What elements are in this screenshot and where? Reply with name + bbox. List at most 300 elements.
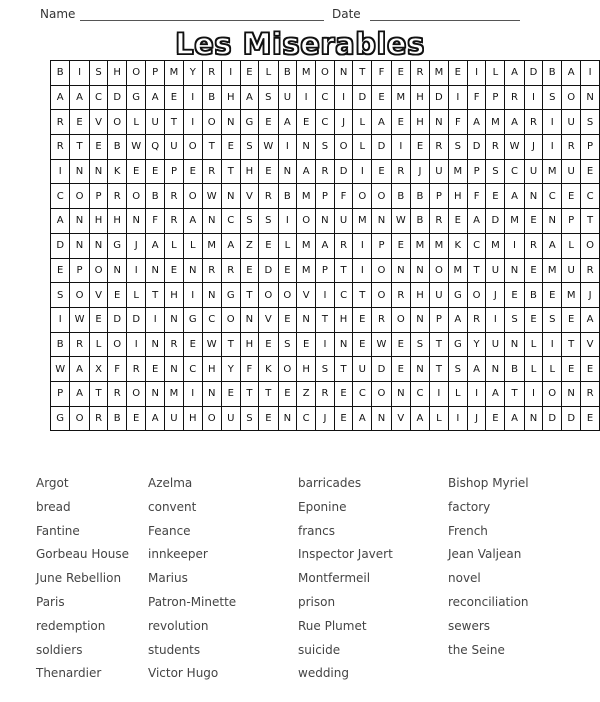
- grid-cell[interactable]: A: [372, 110, 391, 135]
- grid-cell[interactable]: C: [316, 85, 335, 110]
- grid-cell[interactable]: N: [70, 159, 89, 184]
- grid-cell[interactable]: D: [334, 159, 353, 184]
- grid-cell[interactable]: L: [353, 135, 372, 160]
- grid-cell[interactable]: D: [562, 406, 581, 431]
- grid-cell[interactable]: E: [165, 85, 184, 110]
- grid-cell[interactable]: E: [562, 307, 581, 332]
- grid-cell[interactable]: Q: [146, 135, 165, 160]
- grid-cell[interactable]: T: [334, 357, 353, 382]
- grid-cell[interactable]: D: [108, 307, 127, 332]
- grid-cell[interactable]: D: [543, 406, 562, 431]
- grid-cell[interactable]: I: [183, 283, 202, 308]
- grid-cell[interactable]: K: [108, 159, 127, 184]
- grid-cell[interactable]: E: [297, 110, 316, 135]
- grid-cell[interactable]: C: [183, 357, 202, 382]
- grid-cell[interactable]: S: [240, 135, 259, 160]
- grid-cell[interactable]: H: [240, 159, 259, 184]
- grid-cell[interactable]: U: [486, 332, 505, 357]
- grid-cell[interactable]: R: [467, 307, 486, 332]
- grid-cell[interactable]: M: [297, 233, 316, 258]
- grid-cell[interactable]: P: [562, 209, 581, 234]
- grid-cell[interactable]: I: [581, 61, 600, 86]
- grid-cell[interactable]: R: [486, 135, 505, 160]
- grid-cell[interactable]: A: [448, 307, 467, 332]
- grid-cell[interactable]: E: [146, 159, 165, 184]
- grid-cell[interactable]: R: [108, 381, 127, 406]
- grid-cell[interactable]: M: [543, 258, 562, 283]
- grid-cell[interactable]: I: [278, 135, 297, 160]
- grid-cell[interactable]: E: [353, 307, 372, 332]
- grid-cell[interactable]: L: [127, 110, 146, 135]
- grid-cell[interactable]: T: [221, 332, 240, 357]
- name-field[interactable]: [80, 20, 324, 21]
- grid-cell[interactable]: R: [429, 209, 448, 234]
- grid-cell[interactable]: T: [259, 381, 278, 406]
- grid-cell[interactable]: T: [221, 159, 240, 184]
- grid-cell[interactable]: L: [165, 233, 184, 258]
- grid-cell[interactable]: E: [183, 332, 202, 357]
- grid-cell[interactable]: M: [297, 184, 316, 209]
- grid-cell[interactable]: E: [89, 135, 108, 160]
- grid-cell[interactable]: A: [353, 406, 372, 431]
- grid-cell[interactable]: O: [202, 110, 221, 135]
- grid-cell[interactable]: D: [524, 61, 543, 86]
- grid-cell[interactable]: A: [51, 85, 70, 110]
- grid-cell[interactable]: L: [278, 233, 297, 258]
- grid-cell[interactable]: C: [581, 184, 600, 209]
- grid-cell[interactable]: P: [467, 159, 486, 184]
- grid-cell[interactable]: L: [524, 357, 543, 382]
- grid-cell[interactable]: E: [391, 233, 410, 258]
- grid-cell[interactable]: T: [89, 381, 108, 406]
- grid-cell[interactable]: H: [89, 209, 108, 234]
- grid-cell[interactable]: E: [486, 406, 505, 431]
- grid-cell[interactable]: R: [51, 135, 70, 160]
- grid-cell[interactable]: O: [372, 258, 391, 283]
- grid-cell[interactable]: T: [70, 135, 89, 160]
- grid-cell[interactable]: T: [353, 283, 372, 308]
- grid-cell[interactable]: L: [183, 233, 202, 258]
- grid-cell[interactable]: R: [89, 406, 108, 431]
- grid-cell[interactable]: E: [297, 332, 316, 357]
- grid-cell[interactable]: V: [89, 283, 108, 308]
- grid-cell[interactable]: M: [165, 61, 184, 86]
- grid-cell[interactable]: I: [429, 381, 448, 406]
- grid-cell[interactable]: L: [259, 61, 278, 86]
- grid-cell[interactable]: L: [89, 332, 108, 357]
- grid-cell[interactable]: X: [89, 357, 108, 382]
- grid-cell[interactable]: I: [353, 159, 372, 184]
- grid-cell[interactable]: J: [316, 406, 335, 431]
- grid-cell[interactable]: S: [486, 159, 505, 184]
- grid-cell[interactable]: I: [221, 61, 240, 86]
- grid-cell[interactable]: N: [391, 381, 410, 406]
- grid-cell[interactable]: E: [391, 61, 410, 86]
- grid-cell[interactable]: E: [524, 209, 543, 234]
- grid-cell[interactable]: I: [334, 85, 353, 110]
- grid-cell[interactable]: A: [146, 85, 165, 110]
- grid-cell[interactable]: E: [70, 110, 89, 135]
- grid-cell[interactable]: O: [127, 381, 146, 406]
- grid-cell[interactable]: N: [240, 307, 259, 332]
- grid-cell[interactable]: D: [372, 135, 391, 160]
- grid-cell[interactable]: O: [70, 283, 89, 308]
- grid-cell[interactable]: N: [221, 110, 240, 135]
- grid-cell[interactable]: S: [448, 357, 467, 382]
- grid-cell[interactable]: N: [221, 184, 240, 209]
- grid-cell[interactable]: D: [108, 85, 127, 110]
- grid-cell[interactable]: O: [183, 135, 202, 160]
- grid-cell[interactable]: O: [372, 283, 391, 308]
- grid-cell[interactable]: E: [278, 381, 297, 406]
- grid-cell[interactable]: O: [467, 283, 486, 308]
- grid-cell[interactable]: M: [297, 61, 316, 86]
- grid-cell[interactable]: V: [240, 184, 259, 209]
- grid-cell[interactable]: J: [127, 233, 146, 258]
- grid-cell[interactable]: N: [278, 159, 297, 184]
- grid-cell[interactable]: N: [89, 233, 108, 258]
- grid-cell[interactable]: J: [524, 135, 543, 160]
- grid-cell[interactable]: L: [543, 357, 562, 382]
- grid-cell[interactable]: O: [259, 283, 278, 308]
- grid-cell[interactable]: I: [543, 332, 562, 357]
- grid-cell[interactable]: M: [429, 233, 448, 258]
- grid-cell[interactable]: G: [240, 110, 259, 135]
- grid-cell[interactable]: R: [581, 258, 600, 283]
- grid-cell[interactable]: C: [353, 381, 372, 406]
- grid-cell[interactable]: V: [89, 110, 108, 135]
- grid-cell[interactable]: N: [581, 85, 600, 110]
- grid-cell[interactable]: M: [562, 283, 581, 308]
- grid-cell[interactable]: A: [505, 406, 524, 431]
- grid-cell[interactable]: M: [429, 61, 448, 86]
- grid-cell[interactable]: S: [448, 135, 467, 160]
- grid-cell[interactable]: A: [505, 184, 524, 209]
- grid-cell[interactable]: T: [562, 332, 581, 357]
- grid-cell[interactable]: E: [562, 357, 581, 382]
- grid-cell[interactable]: B: [543, 61, 562, 86]
- grid-cell[interactable]: T: [429, 357, 448, 382]
- grid-cell[interactable]: N: [278, 406, 297, 431]
- grid-cell[interactable]: R: [391, 283, 410, 308]
- grid-cell[interactable]: E: [127, 406, 146, 431]
- grid-cell[interactable]: Y: [467, 332, 486, 357]
- grid-cell[interactable]: F: [372, 61, 391, 86]
- grid-cell[interactable]: R: [202, 258, 221, 283]
- grid-cell[interactable]: R: [202, 61, 221, 86]
- grid-cell[interactable]: E: [240, 61, 259, 86]
- grid-cell[interactable]: U: [524, 159, 543, 184]
- grid-cell[interactable]: O: [183, 184, 202, 209]
- grid-cell[interactable]: R: [411, 61, 430, 86]
- grid-cell[interactable]: P: [372, 233, 391, 258]
- grid-cell[interactable]: F: [146, 209, 165, 234]
- grid-cell[interactable]: E: [240, 258, 259, 283]
- grid-cell[interactable]: I: [467, 61, 486, 86]
- grid-cell[interactable]: H: [411, 283, 430, 308]
- grid-cell[interactable]: N: [70, 233, 89, 258]
- grid-cell[interactable]: J: [334, 110, 353, 135]
- grid-cell[interactable]: E: [127, 159, 146, 184]
- grid-cell[interactable]: A: [51, 209, 70, 234]
- grid-cell[interactable]: P: [316, 184, 335, 209]
- grid-cell[interactable]: F: [467, 85, 486, 110]
- grid-cell[interactable]: E: [562, 184, 581, 209]
- grid-cell[interactable]: I: [353, 233, 372, 258]
- grid-cell[interactable]: P: [146, 61, 165, 86]
- grid-cell[interactable]: E: [391, 357, 410, 382]
- grid-cell[interactable]: N: [297, 307, 316, 332]
- grid-cell[interactable]: H: [108, 209, 127, 234]
- grid-cell[interactable]: J: [581, 283, 600, 308]
- grid-cell[interactable]: R: [108, 184, 127, 209]
- grid-cell[interactable]: K: [448, 233, 467, 258]
- grid-cell[interactable]: J: [486, 283, 505, 308]
- grid-cell[interactable]: Z: [297, 381, 316, 406]
- grid-cell[interactable]: F: [448, 110, 467, 135]
- grid-cell[interactable]: N: [202, 381, 221, 406]
- grid-cell[interactable]: B: [524, 283, 543, 308]
- grid-cell[interactable]: S: [316, 357, 335, 382]
- grid-cell[interactable]: G: [448, 332, 467, 357]
- grid-cell[interactable]: R: [334, 233, 353, 258]
- grid-cell[interactable]: O: [316, 61, 335, 86]
- grid-cell[interactable]: N: [202, 283, 221, 308]
- grid-cell[interactable]: E: [448, 209, 467, 234]
- grid-cell[interactable]: A: [505, 110, 524, 135]
- grid-cell[interactable]: L: [524, 332, 543, 357]
- grid-cell[interactable]: A: [240, 85, 259, 110]
- grid-cell[interactable]: D: [429, 85, 448, 110]
- grid-cell[interactable]: S: [240, 209, 259, 234]
- grid-cell[interactable]: U: [562, 110, 581, 135]
- grid-cell[interactable]: U: [334, 209, 353, 234]
- grid-cell[interactable]: P: [581, 135, 600, 160]
- grid-cell[interactable]: E: [108, 283, 127, 308]
- grid-cell[interactable]: B: [51, 332, 70, 357]
- grid-cell[interactable]: E: [146, 357, 165, 382]
- grid-cell[interactable]: O: [562, 85, 581, 110]
- grid-cell[interactable]: N: [524, 184, 543, 209]
- grid-cell[interactable]: E: [581, 159, 600, 184]
- grid-cell[interactable]: T: [316, 307, 335, 332]
- grid-cell[interactable]: E: [505, 283, 524, 308]
- grid-cell[interactable]: N: [183, 258, 202, 283]
- grid-cell[interactable]: S: [411, 332, 430, 357]
- grid-cell[interactable]: O: [297, 209, 316, 234]
- grid-cell[interactable]: H: [202, 357, 221, 382]
- grid-cell[interactable]: T: [146, 283, 165, 308]
- grid-cell[interactable]: T: [240, 283, 259, 308]
- grid-cell[interactable]: C: [51, 184, 70, 209]
- grid-cell[interactable]: O: [372, 184, 391, 209]
- grid-cell[interactable]: I: [505, 233, 524, 258]
- grid-cell[interactable]: A: [183, 209, 202, 234]
- grid-cell[interactable]: P: [89, 184, 108, 209]
- grid-cell[interactable]: E: [278, 307, 297, 332]
- grid-cell[interactable]: O: [372, 381, 391, 406]
- grid-cell[interactable]: R: [429, 135, 448, 160]
- grid-cell[interactable]: U: [353, 357, 372, 382]
- grid-cell[interactable]: A: [146, 406, 165, 431]
- grid-cell[interactable]: S: [259, 85, 278, 110]
- grid-cell[interactable]: R: [391, 159, 410, 184]
- grid-cell[interactable]: S: [51, 283, 70, 308]
- grid-cell[interactable]: N: [543, 209, 562, 234]
- grid-cell[interactable]: M: [543, 159, 562, 184]
- grid-cell[interactable]: E: [259, 233, 278, 258]
- grid-cell[interactable]: H: [183, 406, 202, 431]
- grid-cell[interactable]: T: [429, 332, 448, 357]
- grid-cell[interactable]: A: [543, 233, 562, 258]
- grid-cell[interactable]: B: [278, 184, 297, 209]
- grid-cell[interactable]: M: [202, 233, 221, 258]
- grid-cell[interactable]: L: [486, 61, 505, 86]
- grid-cell[interactable]: N: [127, 209, 146, 234]
- grid-cell[interactable]: N: [505, 258, 524, 283]
- grid-cell[interactable]: R: [165, 184, 184, 209]
- grid-cell[interactable]: M: [297, 258, 316, 283]
- grid-cell[interactable]: E: [334, 406, 353, 431]
- grid-cell[interactable]: O: [70, 406, 89, 431]
- grid-cell[interactable]: F: [334, 184, 353, 209]
- grid-cell[interactable]: C: [543, 184, 562, 209]
- grid-cell[interactable]: H: [411, 85, 430, 110]
- grid-cell[interactable]: C: [334, 283, 353, 308]
- grid-cell[interactable]: N: [334, 332, 353, 357]
- grid-cell[interactable]: N: [562, 381, 581, 406]
- grid-cell[interactable]: T: [467, 258, 486, 283]
- grid-cell[interactable]: U: [146, 110, 165, 135]
- grid-cell[interactable]: E: [372, 159, 391, 184]
- grid-cell[interactable]: O: [108, 332, 127, 357]
- grid-cell[interactable]: D: [51, 233, 70, 258]
- grid-cell[interactable]: M: [486, 110, 505, 135]
- grid-cell[interactable]: C: [316, 110, 335, 135]
- grid-cell[interactable]: I: [543, 110, 562, 135]
- grid-cell[interactable]: F: [108, 357, 127, 382]
- grid-cell[interactable]: I: [448, 406, 467, 431]
- grid-cell[interactable]: E: [278, 258, 297, 283]
- grid-cell[interactable]: E: [89, 307, 108, 332]
- grid-cell[interactable]: Y: [221, 357, 240, 382]
- grid-cell[interactable]: R: [70, 332, 89, 357]
- grid-cell[interactable]: I: [51, 307, 70, 332]
- grid-cell[interactable]: R: [127, 357, 146, 382]
- grid-cell[interactable]: U: [562, 159, 581, 184]
- grid-cell[interactable]: E: [259, 332, 278, 357]
- grid-cell[interactable]: S: [505, 307, 524, 332]
- grid-cell[interactable]: A: [70, 357, 89, 382]
- grid-cell[interactable]: D: [486, 209, 505, 234]
- grid-cell[interactable]: I: [391, 135, 410, 160]
- grid-cell[interactable]: P: [429, 184, 448, 209]
- grid-cell[interactable]: E: [581, 406, 600, 431]
- grid-cell[interactable]: B: [411, 209, 430, 234]
- grid-cell[interactable]: C: [467, 233, 486, 258]
- grid-cell[interactable]: C: [297, 406, 316, 431]
- grid-cell[interactable]: O: [429, 258, 448, 283]
- grid-cell[interactable]: G: [448, 283, 467, 308]
- grid-cell[interactable]: I: [316, 332, 335, 357]
- grid-cell[interactable]: T: [334, 258, 353, 283]
- grid-cell[interactable]: E: [411, 135, 430, 160]
- grid-cell[interactable]: S: [543, 85, 562, 110]
- grid-cell[interactable]: U: [429, 283, 448, 308]
- grid-cell[interactable]: N: [411, 307, 430, 332]
- grid-cell[interactable]: E: [448, 61, 467, 86]
- grid-cell[interactable]: O: [127, 184, 146, 209]
- grid-cell[interactable]: L: [353, 110, 372, 135]
- grid-cell[interactable]: E: [221, 135, 240, 160]
- grid-cell[interactable]: A: [505, 61, 524, 86]
- grid-cell[interactable]: P: [70, 258, 89, 283]
- grid-cell[interactable]: B: [411, 184, 430, 209]
- grid-cell[interactable]: N: [334, 61, 353, 86]
- grid-cell[interactable]: W: [51, 357, 70, 382]
- grid-cell[interactable]: E: [581, 357, 600, 382]
- grid-cell[interactable]: H: [240, 332, 259, 357]
- grid-cell[interactable]: M: [448, 159, 467, 184]
- grid-cell[interactable]: E: [51, 258, 70, 283]
- grid-cell[interactable]: I: [278, 209, 297, 234]
- grid-cell[interactable]: E: [165, 258, 184, 283]
- grid-cell[interactable]: V: [581, 332, 600, 357]
- grid-cell[interactable]: G: [221, 283, 240, 308]
- grid-cell[interactable]: W: [127, 135, 146, 160]
- grid-cell[interactable]: N: [411, 258, 430, 283]
- grid-cell[interactable]: M: [486, 233, 505, 258]
- grid-cell[interactable]: A: [467, 209, 486, 234]
- grid-cell[interactable]: U: [165, 406, 184, 431]
- grid-cell[interactable]: T: [505, 381, 524, 406]
- grid-cell[interactable]: N: [429, 110, 448, 135]
- grid-cell[interactable]: B: [278, 61, 297, 86]
- grid-cell[interactable]: H: [165, 283, 184, 308]
- grid-cell[interactable]: L: [429, 406, 448, 431]
- grid-cell[interactable]: H: [108, 61, 127, 86]
- grid-cell[interactable]: I: [183, 110, 202, 135]
- grid-cell[interactable]: T: [353, 61, 372, 86]
- grid-cell[interactable]: E: [486, 184, 505, 209]
- grid-cell[interactable]: E: [372, 85, 391, 110]
- grid-cell[interactable]: B: [146, 184, 165, 209]
- grid-cell[interactable]: E: [334, 381, 353, 406]
- grid-cell[interactable]: E: [353, 332, 372, 357]
- grid-cell[interactable]: P: [51, 381, 70, 406]
- grid-cell[interactable]: W: [372, 332, 391, 357]
- grid-cell[interactable]: N: [316, 209, 335, 234]
- grid-cell[interactable]: P: [429, 307, 448, 332]
- grid-cell[interactable]: S: [581, 110, 600, 135]
- grid-cell[interactable]: B: [505, 357, 524, 382]
- grid-cell[interactable]: O: [89, 258, 108, 283]
- grid-cell[interactable]: E: [259, 159, 278, 184]
- grid-cell[interactable]: W: [202, 184, 221, 209]
- grid-cell[interactable]: E: [183, 159, 202, 184]
- grid-cell[interactable]: N: [411, 357, 430, 382]
- grid-cell[interactable]: V: [391, 406, 410, 431]
- grid-cell[interactable]: M: [505, 209, 524, 234]
- grid-cell[interactable]: B: [202, 85, 221, 110]
- grid-cell[interactable]: I: [353, 258, 372, 283]
- grid-cell[interactable]: A: [70, 85, 89, 110]
- grid-cell[interactable]: B: [108, 406, 127, 431]
- grid-cell[interactable]: I: [70, 61, 89, 86]
- grid-cell[interactable]: N: [165, 307, 184, 332]
- grid-cell[interactable]: H: [411, 110, 430, 135]
- grid-cell[interactable]: T: [240, 381, 259, 406]
